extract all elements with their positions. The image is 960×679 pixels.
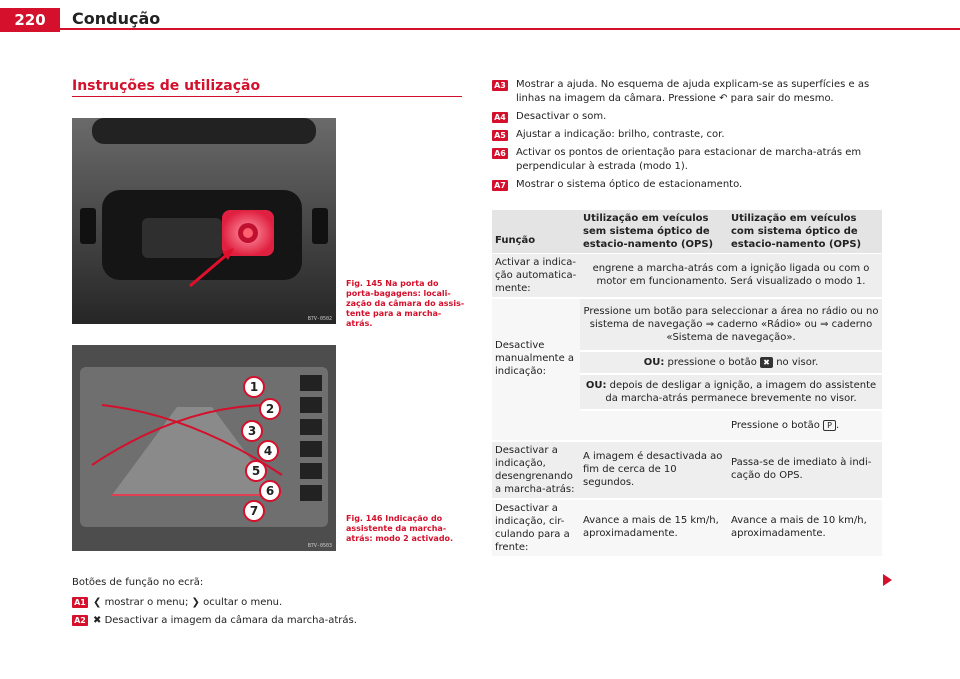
callout-3: 3: [247, 424, 257, 438]
figure-145-caption: Fig. 145 Na porta do porta-bagagens: locali-zação da câmara do assis-tente para a marcha-atrás.: [346, 279, 465, 328]
function-table: [492, 210, 882, 558]
manual-option-3-text: depois de desligar a ignição, a imagem do assistente da marcha-atrás permanece brevemente no visor.: [605, 380, 877, 404]
list-item-a2: [72, 614, 357, 627]
item-a5-text: Ajustar a indicação: brilho, contraste, cor.: [516, 129, 725, 140]
empty-cell: [580, 411, 728, 440]
section-rule: [72, 96, 462, 97]
badge-a1: A1: [72, 597, 88, 608]
list-item-a7: [492, 178, 882, 192]
figure-display-mode2: [72, 345, 336, 551]
parking-button-icon: P: [823, 420, 836, 431]
display-illustration: [72, 345, 336, 551]
trunk-camera-illustration: [72, 118, 336, 324]
table-row: [492, 254, 882, 299]
callout-1: 1: [249, 380, 259, 394]
callout-7: 7: [249, 504, 259, 518]
next-page-arrow-icon: [883, 574, 892, 586]
chevron-left-icon: ❮: [93, 597, 102, 608]
item-a3-text-b: para sair do mesmo.: [727, 93, 834, 104]
table-cell-function: Activar a indica-ção automatica-mente:: [492, 254, 580, 299]
table-cell-both: [580, 299, 882, 442]
table-cell-without-ops: Avance a mais de 15 km/h, aproximadamente.: [580, 500, 728, 558]
manual-option-2-text-b: no visor.: [773, 357, 819, 368]
function-buttons-intro: Botões de função no ecrã:: [72, 577, 204, 588]
callout-2: 2: [265, 402, 275, 416]
table-cell-with-ops: Passa-se de imediato à indi-cação do OPS.: [728, 442, 882, 500]
table-cell-function: Desactive manualmente a indicação:: [492, 299, 580, 442]
figure-146-caption: Fig. 146 Indicação do assistente da marcha-atrás: modo 2 activado.: [346, 514, 454, 543]
callout-4: 4: [263, 444, 273, 458]
item-a2-text: Desactivar a imagem da câmara da marcha-atrás.: [101, 615, 357, 626]
item-a6-text: Activar os pontos de orientação para estacionar de marcha-atrás em perpendicular à estrada (modo 1).: [516, 147, 862, 172]
manual-option-3: [580, 375, 882, 411]
badge-a3: A3: [492, 80, 508, 91]
function-list: [492, 78, 882, 196]
table-cell-function: Desactivar a indicação, desengrenando a marcha-atrás:: [492, 442, 580, 500]
chapter-title: Condução: [72, 9, 161, 28]
list-item-a5: [492, 128, 882, 142]
list-item-a3: [492, 78, 882, 106]
list-item-a4: [492, 110, 882, 124]
item-a1-text-b: ocultar o menu.: [199, 597, 283, 608]
manual-option-2: [580, 352, 882, 375]
table-header-row: [492, 210, 882, 254]
figure-code: B7V-0503: [307, 543, 332, 549]
close-x-icon: ✖: [93, 615, 102, 626]
manual-option-1: Pressione um botão para seleccionar a área no rádio ou no sistema de navegação ⇒ caderno «Rádio» ou ⇒ caderno «Sistema de navegação».: [580, 299, 882, 352]
ou-label: OU:: [585, 380, 607, 391]
table-cell-both: engrene a marcha-atrás com a ignição ligada ou com o motor em funcionamento. Será visualizado o modo 1.: [580, 254, 882, 299]
manual-option-4-row: [580, 411, 882, 440]
close-button-icon: ✖: [760, 357, 773, 368]
badge-a2: A2: [72, 615, 88, 626]
header-rule: [60, 28, 960, 30]
item-a4-text: Desactivar o som.: [516, 111, 607, 122]
list-item-a1: [72, 596, 282, 609]
badge-a4: A4: [492, 112, 508, 123]
badge-a7: A7: [492, 180, 508, 191]
callout-6: 6: [265, 484, 275, 498]
callout-5: 5: [251, 464, 261, 478]
table-row: [492, 442, 882, 500]
page-header: [0, 0, 960, 32]
table-cell-with-ops: Avance a mais de 10 km/h, aproximadamente.: [728, 500, 882, 558]
manual-option-4: [728, 411, 882, 440]
figure-camera-location: [72, 118, 336, 324]
table-header-function: Função: [492, 210, 580, 254]
return-arrow-icon: ↶: [719, 93, 728, 104]
table-row: [492, 299, 882, 442]
badge-a5: A5: [492, 130, 508, 141]
table-header-with-ops: Utilização em veículos com sistema óptico de estacio-namento (OPS): [728, 210, 882, 254]
manual-option-4-text-b: .: [836, 420, 840, 431]
manual-option-4-text-a: Pressione o botão: [731, 420, 823, 431]
table-cell-without-ops: A imagem é desactivada ao fim de cerca de 10 segundos.: [580, 442, 728, 500]
chevron-right-icon: ❯: [191, 597, 200, 608]
ou-label: OU:: [643, 357, 665, 368]
item-a3-text-a: Mostrar a ajuda. No esquema de ajuda explicam-se as superfícies e as linhas na imagem da câmara. Pressione: [516, 79, 870, 104]
figure-code: B7V-0502: [307, 316, 332, 322]
page-number: 220: [0, 8, 60, 32]
item-a7-text: Mostrar o sistema óptico de estacionamento.: [516, 179, 743, 190]
table-row: [492, 500, 882, 558]
item-a1-text-a: mostrar o menu;: [101, 597, 192, 608]
section-title: Instruções de utilização: [72, 78, 261, 94]
table-header-without-ops: Utilização em veículos sem sistema óptico de estacio-namento (OPS): [580, 210, 728, 254]
list-item-a6: [492, 146, 882, 174]
table-cell-function: Desactivar a indicação, cir-culando para a frente:: [492, 500, 580, 558]
manual-option-2-text-a: pressione o botão: [664, 357, 761, 368]
badge-a6: A6: [492, 148, 508, 159]
